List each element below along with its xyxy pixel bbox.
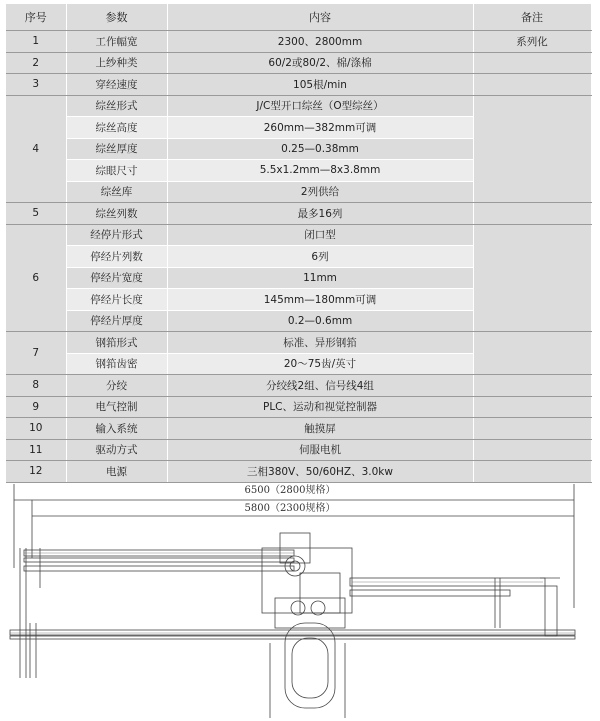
row-param: 钢筘齿密 (66, 353, 167, 375)
row-content: 5.5x1.2mm—8x3.8mm (167, 160, 473, 182)
row-param: 电源 (66, 461, 167, 483)
row-no: 7 (6, 332, 66, 375)
row-no: 2 (6, 52, 66, 74)
row-note (473, 203, 591, 225)
row-no: 12 (6, 461, 66, 483)
row-content: 伺服电机 (167, 439, 473, 461)
row-note (473, 418, 591, 440)
table-row (6, 74, 591, 96)
row-no: 10 (6, 418, 66, 440)
row-content: 6列 (167, 246, 473, 268)
dimension-label-inner: 5800（2300规格） (244, 503, 336, 514)
row-note (473, 95, 591, 203)
row-content: 最多16列 (167, 203, 473, 225)
row-param: 工作幅宽 (66, 31, 167, 53)
table-row (6, 31, 591, 53)
row-content: 60/2或80/2、棉/涤棉 (167, 52, 473, 74)
row-no: 5 (6, 203, 66, 225)
row-note: 系列化 (473, 31, 591, 53)
row-note (473, 439, 591, 461)
row-note (473, 74, 591, 96)
row-param: 综丝厚度 (66, 138, 167, 160)
row-param: 停经片长度 (66, 289, 167, 311)
table-row (6, 439, 591, 461)
row-no: 9 (6, 396, 66, 418)
row-content: 2300、2800mm (167, 31, 473, 53)
table-row (6, 396, 591, 418)
machine-drawing (0, 478, 600, 721)
table-row (6, 95, 591, 117)
row-no: 3 (6, 74, 66, 96)
row-no: 11 (6, 439, 66, 461)
row-param: 电气控制 (66, 396, 167, 418)
header-no: 序号 (6, 4, 66, 31)
row-no: 8 (6, 375, 66, 397)
table-row (6, 224, 591, 246)
row-param: 输入系统 (66, 418, 167, 440)
row-content: 260mm—382mm可调 (167, 117, 473, 139)
row-param: 综丝形式 (66, 95, 167, 117)
table-row (6, 418, 591, 440)
table-row (6, 375, 591, 397)
row-note (473, 375, 591, 397)
row-param: 综丝高度 (66, 117, 167, 139)
header-param: 参数 (66, 4, 167, 31)
row-no: 6 (6, 224, 66, 332)
dimension-label-outer: 6500（2800规格） (244, 485, 336, 496)
header-content: 内容 (167, 4, 473, 31)
row-content: 闭口型 (167, 224, 473, 246)
table-row (6, 52, 591, 74)
row-content: 105根/min (167, 74, 473, 96)
row-param: 综丝库 (66, 181, 167, 203)
row-param: 综丝列数 (66, 203, 167, 225)
row-content: 11mm (167, 267, 473, 289)
row-param: 穿经速度 (66, 74, 167, 96)
table-header-row (6, 4, 591, 31)
table-row (6, 332, 591, 354)
header-note: 备注 (473, 4, 591, 31)
row-no: 4 (6, 95, 66, 203)
row-content: J/C型开口综丝（O型综丝） (167, 95, 473, 117)
row-content: 2列供给 (167, 181, 473, 203)
row-content: 分绞线2组、信号线4组 (167, 375, 473, 397)
row-param: 钢筘形式 (66, 332, 167, 354)
row-param: 驱动方式 (66, 439, 167, 461)
row-param: 停经片列数 (66, 246, 167, 268)
row-content: 标准、异形钢筘 (167, 332, 473, 354)
row-note (473, 332, 591, 375)
table-row (6, 203, 591, 225)
row-content: 0.25—0.38mm (167, 138, 473, 160)
row-no: 1 (6, 31, 66, 53)
row-param: 分绞 (66, 375, 167, 397)
row-param: 经停片形式 (66, 224, 167, 246)
spec-table (6, 4, 592, 483)
row-content: 145mm—180mm可调 (167, 289, 473, 311)
row-content: 三相380V、50/60HZ、3.0kw (167, 461, 473, 483)
row-content: 20～75齿/英寸 (167, 353, 473, 375)
row-content: 触摸屏 (167, 418, 473, 440)
row-note (473, 396, 591, 418)
row-content: PLC、运动和视觉控制器 (167, 396, 473, 418)
row-param: 停经片宽度 (66, 267, 167, 289)
row-param: 停经片厚度 (66, 310, 167, 332)
row-content: 0.2—0.6mm (167, 310, 473, 332)
row-param: 综眼尺寸 (66, 160, 167, 182)
row-note (473, 52, 591, 74)
row-param: 上纱种类 (66, 52, 167, 74)
row-note (473, 224, 591, 332)
